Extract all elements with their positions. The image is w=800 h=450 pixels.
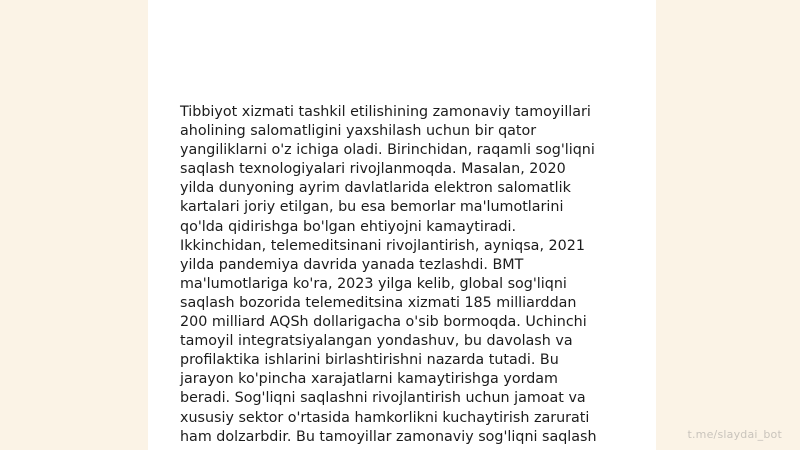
text-line: ham dolzarbdir. Bu tamoyillar zamonaviy sog'liqni saqlash xyxy=(180,428,597,445)
text-line: kartalari joriy etilgan, bu esa bemorlar ma'lumotlarini xyxy=(180,199,564,216)
text-line: saqlash texnologiyalari rivojlanmoqda. Masalan, 2020 xyxy=(180,161,566,178)
text-line: jarayon ko'pincha xarajatlarni kamaytirishga yordam xyxy=(180,371,558,388)
text-line: aholining salomatligini yaxshilash uchun bir qator xyxy=(180,123,537,140)
text-line: Ikkinchidan, telemeditsinani rivojlantirish, ayniqsa, 2021 xyxy=(180,237,585,254)
text-line: yilda dunyoning ayrim davlatlarida elektron salomatlik xyxy=(180,180,571,197)
text-line: xususiy sektor o'rtasida hamkorlikni kuchaytirish zarurati xyxy=(180,409,590,426)
text-line: qo'lda qidirishga bo'lgan ehtiyojni kamaytiradi. xyxy=(180,218,517,235)
text-line: profilaktika ishlarini birlashtirishni nazarda tutadi. Bu xyxy=(180,352,559,369)
watermark-text: t.me/slaydai_bot xyxy=(687,428,782,441)
text-line: ma'lumotlariga ko'ra, 2023 yilga kelib, global sog'liqni xyxy=(180,275,567,292)
document-page xyxy=(148,0,656,450)
text-line: tamoyil integratsiyalangan yondashuv, bu davolash va xyxy=(180,333,573,350)
text-line: yilda pandemiya davrida yanada tezlashdi. BMT xyxy=(180,256,524,273)
text-line: yangiliklarni o'z ichiga oladi. Birinchidan, raqamli sog'liqni xyxy=(180,142,595,159)
text-line: saqlash bozorida telemeditsina xizmati 185 milliarddan xyxy=(180,294,577,311)
text-line: 200 milliard AQSh dollarigacha o'sib bormoqda. Uchinchi xyxy=(180,314,587,331)
text-line: beradi. Sog'liqni saqlashni rivojlantirish uchun jamoat va xyxy=(180,390,586,407)
text-line: Tibbiyot xizmati tashkil etilishining zamonaviy tamoyillari xyxy=(180,104,591,120)
document-body xyxy=(180,103,626,447)
